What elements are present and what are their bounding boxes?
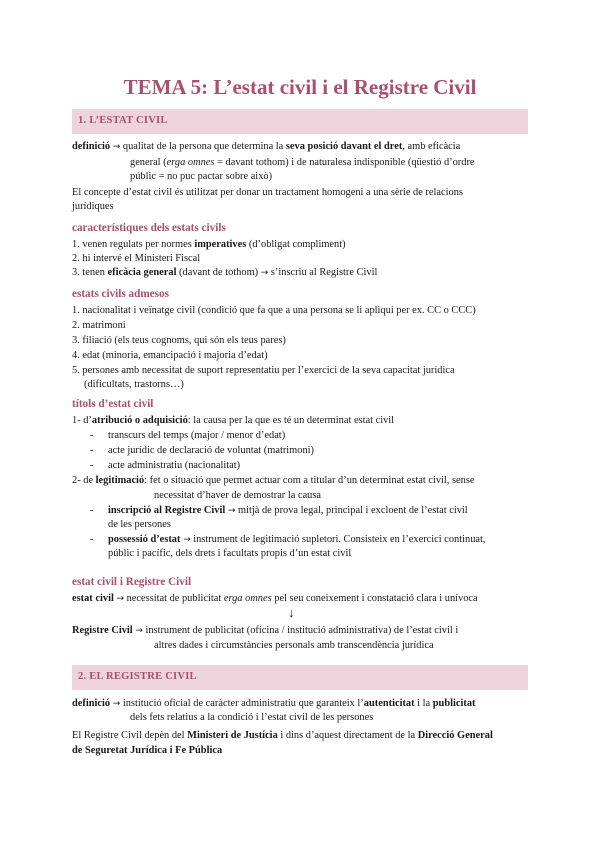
relation-line-1 xyxy=(72,592,478,606)
bullet-dash: - xyxy=(90,534,94,545)
title-type-2 xyxy=(72,474,475,488)
registry-def-text: institució oficial de caràcter administratiu que garanteix l’ xyxy=(120,698,364,709)
definition-line-2 xyxy=(130,156,475,170)
relation-line-3: altres dades i circumstàncies personals amb transcendència jurídica xyxy=(154,640,434,651)
tit1-prefix: 1- d’ xyxy=(72,415,92,426)
dependency-text-mid: i dins d’aquest directament de la xyxy=(277,730,418,741)
section-heading-text: 1. L’ESTAT CIVIL xyxy=(78,115,168,126)
tit1-bold: atribució o adquisició xyxy=(91,415,188,426)
registration-text: mitjà de prova legal, principal i excloent de l’estat civil xyxy=(235,505,468,516)
tit1-text: : la causa per la que es té un determinat estat civil xyxy=(187,415,395,426)
possession-text: instrument de legitimació supletori. Consisteix en l’exercici continuat, xyxy=(190,534,486,545)
title-1-item-1: transcurs del temps (major / menor d’edat) xyxy=(108,430,286,441)
registry-definition-line-1 xyxy=(72,697,476,711)
arrow-icon: → xyxy=(112,142,121,152)
bullet-dash: - xyxy=(90,460,94,471)
concept-line-1: El concepte d’estat civil és utilitzat per donar un tractament homogeni a una sèrie de relacions xyxy=(72,187,463,198)
ministry-bold: Ministeri de Justícia xyxy=(187,730,278,741)
char1-bold: imperatives xyxy=(194,239,247,250)
characteristic-3 xyxy=(72,266,377,280)
admitted-4: 4. edat (minoria, emancipació i majoria d’edat) xyxy=(72,350,268,361)
subheading-relation: estat civil i Registre Civil xyxy=(72,576,192,588)
registration-line xyxy=(108,504,468,518)
title-1-item-3: acte administratiu (nacionalitat) xyxy=(108,460,241,471)
page-title: TEMA 5: L’estat civil i el Registre Civil xyxy=(123,75,477,99)
bullet-dash: - xyxy=(90,445,94,456)
tit2-text: : fet o situació que permet actuar com a titular d’un determinat estat civil, sense xyxy=(144,475,475,486)
tit2-bold: legitimació xyxy=(95,475,145,486)
definition-bold: seva posició davant el dret xyxy=(285,141,403,152)
bullet-dash: - xyxy=(90,505,94,516)
char1-text: 1. venen regulats per normes xyxy=(72,239,195,250)
subheading-admitted: estats civils admesos xyxy=(72,288,169,300)
definition-label: definició xyxy=(72,698,111,709)
dependency-text: El Registre Civil depèn del xyxy=(72,730,188,741)
bullet-dash: - xyxy=(90,430,94,441)
char3-bold: eficàcia general xyxy=(107,267,177,278)
section-heading-registre-civil xyxy=(72,665,528,690)
admitted-3: 3. filiació (els teus cognoms, qui són els teus pares) xyxy=(72,335,286,346)
registry-definition-line-2: dels fets relatius a la condició i l’estat civil de les persones xyxy=(130,712,374,723)
concept-line-2: jurídiques xyxy=(72,201,114,212)
definition-text-2b: = davant tothom) i de naturalesa indisponible (qüestió d’ordre xyxy=(214,157,475,168)
dependency-line-2 xyxy=(72,744,222,758)
arrow-icon: → xyxy=(116,594,124,604)
registry-def-and: i la xyxy=(414,698,433,709)
definition-line-3: públic = no puc pactar sobre això) xyxy=(130,171,273,182)
title-1-item-2: acte jurídic de declaració de voluntat (matrimoni) xyxy=(108,445,314,456)
relation-bold: estat civil xyxy=(72,593,114,604)
subheading-characteristics: característiques dels estats civils xyxy=(72,222,226,234)
admitted-5-cont: (dificultats, trastorns…) xyxy=(84,379,184,390)
section-heading-text: 2. EL REGISTRE CIVIL xyxy=(78,671,197,682)
arrow-icon: → xyxy=(183,535,191,545)
possession-line-2: públic i pacífic, dels drets i facultats propis d’un estat civil xyxy=(108,548,352,559)
direction-bold-cont: de Seguretat Jurídica i Fe Pública xyxy=(72,745,223,756)
registration-bold: inscripció al Registre Civil xyxy=(108,505,226,516)
relation-line-2 xyxy=(72,624,458,638)
dependency-line-1 xyxy=(72,729,493,743)
char3-end: s’inscriu al Registre Civil xyxy=(268,267,378,278)
definition-text: qualitat de la persona que determina la xyxy=(122,141,286,152)
characteristic-2: 2. hi intervé el Ministeri Fiscal xyxy=(72,253,201,264)
registration-line-2: de les persones xyxy=(108,519,171,530)
characteristic-1 xyxy=(72,238,346,252)
erga-omnes-italic: erga omnes xyxy=(223,593,272,604)
registre-civil-bold: Registre Civil xyxy=(72,625,133,636)
relation-text: necessitat de publicitat xyxy=(124,593,224,604)
admitted-1: 1. nacionalitat i veïnatge civil (condició que fa que a una persona se li apliqui per ex. CC o CCC) xyxy=(72,305,476,316)
tit2-prefix: 2- de xyxy=(72,475,96,486)
direction-bold: Direcció General xyxy=(417,730,493,741)
relation-text-end: pel seu coneixement i constatació clara i unívoca xyxy=(271,593,478,604)
title-type-2-cont: necessitat d’haver de demostrar la causa xyxy=(154,490,322,501)
section-heading-estat-civil xyxy=(72,109,528,134)
definition-text-end: , amb eficàcia xyxy=(402,141,461,152)
char3-mid: (davant de tothom) xyxy=(176,267,261,278)
registre-civil-text: instrument de publicitat (oficina / institució administrativa) de l’estat civil i xyxy=(142,625,459,636)
admitted-2: 2. matrimoni xyxy=(72,320,126,331)
arrow-icon: → xyxy=(227,506,236,516)
arrow-icon: → xyxy=(112,699,121,709)
publicity-bold: publicitat xyxy=(432,698,476,709)
subheading-titles: títols d’estat civil xyxy=(72,398,154,410)
definition-text-2a: general ( xyxy=(130,157,167,168)
arrow-icon: → xyxy=(135,626,143,636)
possession-bold: possessió d’estat xyxy=(108,534,181,545)
arrow-icon: → xyxy=(260,268,269,278)
admitted-5: 5. persones amb necessitat de suport representatiu per l’exercici de la seva capacitat jurídica xyxy=(72,365,455,376)
definition-label: definició xyxy=(72,141,111,152)
definition-line-1 xyxy=(72,140,460,154)
possession-line xyxy=(108,533,486,547)
title-type-1 xyxy=(72,414,394,428)
authenticity-bold: autenticitat xyxy=(363,698,415,709)
erga-omnes-italic: erga omnes xyxy=(166,157,215,168)
char3-text: 3. tenen xyxy=(72,267,108,278)
down-arrow-icon: ↓ xyxy=(288,605,295,620)
char1-end: (d’obligat compliment) xyxy=(246,239,346,250)
